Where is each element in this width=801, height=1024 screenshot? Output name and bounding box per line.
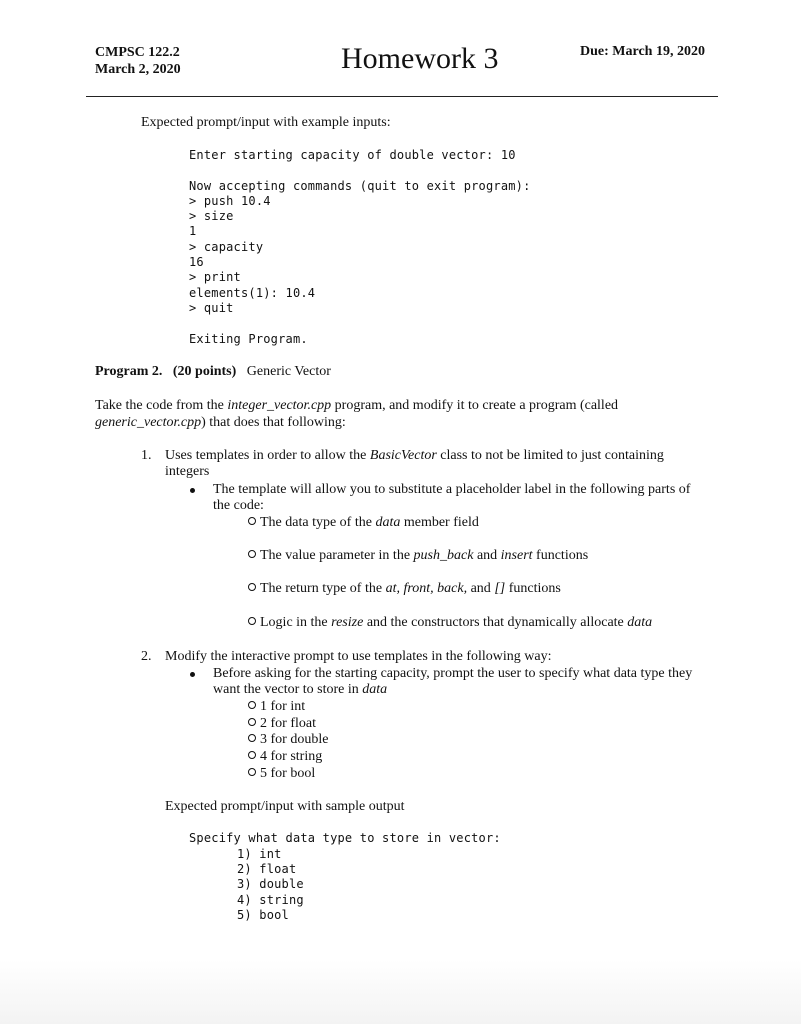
code-line: 5) bool: [237, 908, 289, 922]
option-item: [248, 699, 305, 715]
sub-item-emphasis: at, front, back,: [385, 581, 468, 596]
sub-item: [248, 515, 479, 531]
bullet-text: Before asking for the starting capacity, prompt the user to specify what data type they: [213, 666, 693, 681]
option-item: [248, 716, 316, 732]
option-text: 1 for int: [260, 699, 306, 714]
code-line: > capacity: [189, 240, 264, 254]
sub-item-text: functions: [505, 581, 561, 596]
program-points: (20 points): [172, 364, 237, 379]
item-text: Modify the interactive prompt to use templates in the following way:: [165, 649, 552, 664]
code-line: 1: [189, 224, 197, 238]
code-line: elements(1): 10.4: [189, 286, 316, 300]
sub-item-emphasis: []: [494, 581, 506, 596]
sub-item: [248, 548, 588, 564]
code-line: 4) string: [237, 893, 304, 907]
section-heading: [95, 364, 331, 380]
option-text: 5 for bool: [260, 766, 316, 781]
sub-item-text: and the constructors that dynamically allocate: [363, 615, 628, 630]
sub-item-emphasis: insert: [500, 548, 533, 563]
circle-bullet-icon: [248, 517, 256, 525]
code-line: > size: [189, 209, 234, 223]
sub-item-text: functions: [532, 548, 589, 563]
page-title: Homework 3: [341, 42, 499, 75]
bullet-icon: [190, 672, 195, 677]
circle-bullet-icon: [248, 583, 256, 591]
item-text-continued: integers: [165, 464, 210, 479]
option-text: 3 for double: [260, 732, 329, 747]
sub-item: [248, 581, 561, 597]
circle-bullet-icon: [248, 734, 256, 742]
code-line: 3) double: [237, 877, 304, 891]
circle-bullet-icon: [248, 718, 256, 726]
header-divider: [86, 96, 718, 97]
program-label: Program 2.: [95, 364, 163, 379]
code-line: 2) float: [237, 862, 297, 876]
assignment-date: March 2, 2020: [95, 62, 181, 77]
circle-bullet-icon: [248, 751, 256, 759]
sub-item-text: The data type of the: [260, 515, 376, 530]
sub-item-emphasis: push_back: [413, 548, 474, 563]
code-line: > push 10.4: [189, 194, 271, 208]
sub-item-emphasis: data: [375, 515, 401, 530]
due-date: Due: March 19, 2020: [580, 44, 705, 59]
description-text: Take the code from the: [95, 398, 228, 413]
option-item: [248, 732, 328, 748]
sub-item: [248, 615, 652, 631]
sub-item-text: and: [473, 548, 501, 563]
code-line: 16: [189, 255, 204, 269]
sub-item-text: The value parameter in the: [260, 548, 414, 563]
circle-bullet-icon: [248, 550, 256, 558]
sample-heading: Expected prompt/input with sample output: [165, 799, 405, 814]
option-item: [248, 749, 322, 765]
code-line: Enter starting capacity of double vector: 10: [189, 148, 516, 162]
code-line: Now accepting commands (quit to exit program):: [189, 179, 531, 193]
item-text-part: class to not be limited to just containing: [436, 448, 664, 463]
code-line: Exiting Program.: [189, 332, 308, 346]
code-line: 1) int: [237, 847, 282, 861]
circle-bullet-icon: [248, 617, 256, 625]
bullet-text-part: want the vector to store in: [213, 682, 363, 697]
bullet-text: The template will allow you to substitute a placeholder label in the following parts of: [213, 482, 691, 497]
sub-item-text: The return type of the: [260, 581, 386, 596]
circle-bullet-icon: [248, 701, 256, 709]
option-text: 2 for float: [260, 716, 316, 731]
item-text: [165, 448, 664, 464]
sub-item-emphasis: data: [627, 615, 653, 630]
bullet-text-continued: [213, 682, 387, 698]
description-line-1: [95, 398, 618, 414]
code-line: > print: [189, 270, 241, 284]
course-code: CMPSC 122.2: [95, 45, 180, 60]
bullet-emphasis: data: [362, 682, 388, 697]
item-text-part: Uses templates in order to allow the: [165, 448, 370, 463]
filename: integer_vector.cpp: [227, 398, 332, 413]
program-name: Generic Vector: [246, 364, 331, 379]
bullet-icon: [190, 488, 195, 493]
page-bottom-shadow: [0, 960, 801, 1024]
sub-item-text: Logic in the: [260, 615, 332, 630]
item-number: 1.: [141, 448, 152, 463]
code-line: > quit: [189, 301, 234, 315]
description-line-2: [95, 415, 346, 431]
sub-item-text: member field: [400, 515, 479, 530]
class-name: BasicVector: [369, 448, 437, 463]
option-item: [248, 766, 315, 782]
filename: generic_vector.cpp: [95, 415, 202, 430]
description-text: ) that does that following:: [201, 415, 346, 430]
description-text: program, and modify it to create a program (called: [331, 398, 619, 413]
item-number: 2.: [141, 649, 152, 664]
option-text: 4 for string: [260, 749, 323, 764]
sub-item-emphasis: resize: [331, 615, 364, 630]
circle-bullet-icon: [248, 768, 256, 776]
bullet-text-continued: the code:: [213, 498, 264, 513]
intro-text: Expected prompt/input with example inputs:: [141, 115, 391, 130]
code-line: Specify what data type to store in vector:: [189, 831, 501, 845]
sub-item-text: and: [467, 581, 495, 596]
